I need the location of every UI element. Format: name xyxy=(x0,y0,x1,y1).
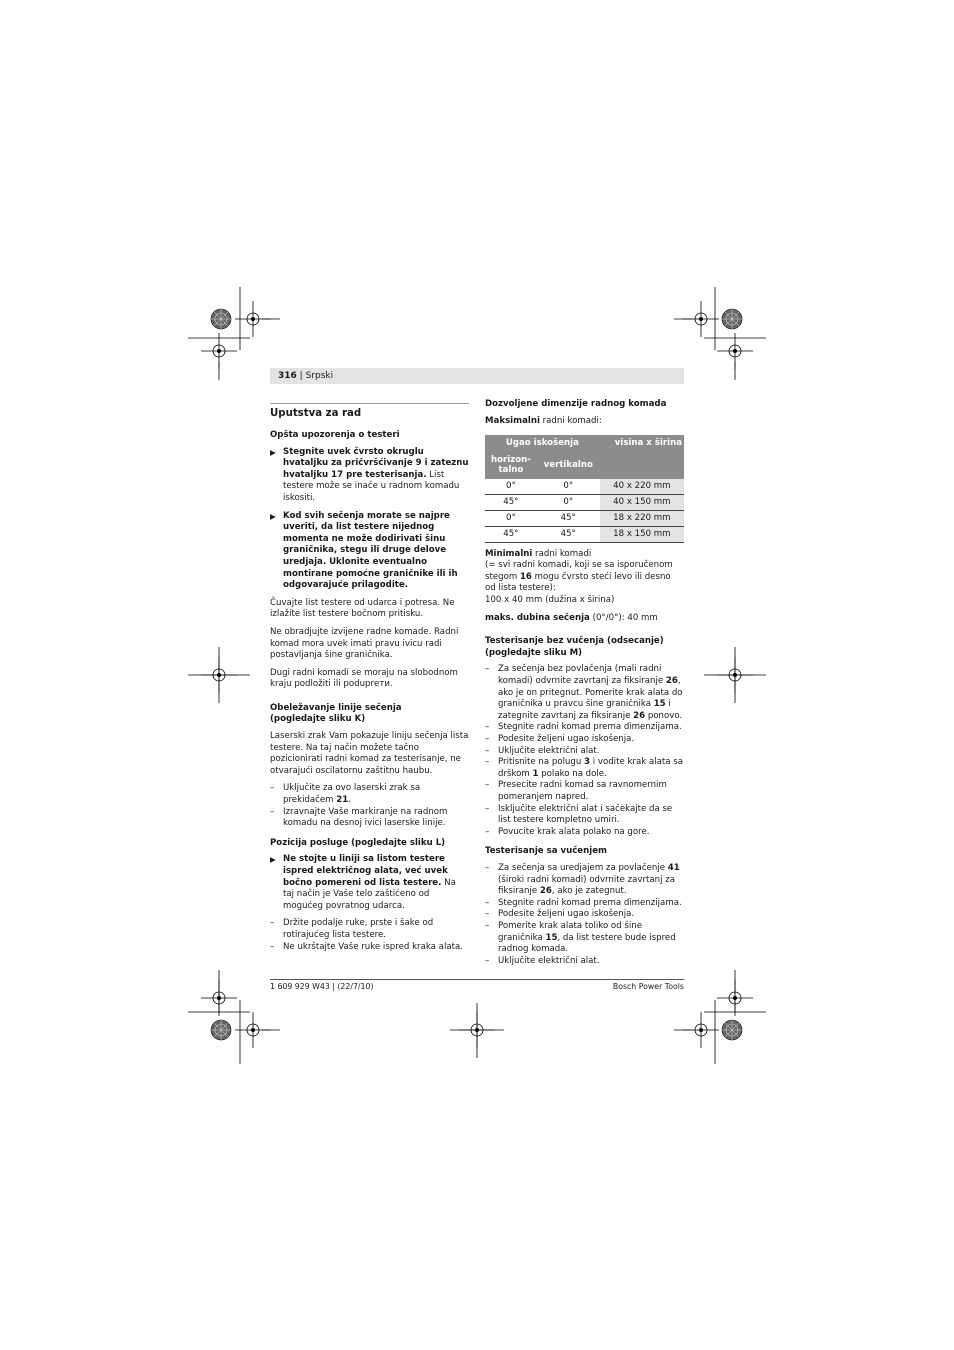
marking-list xyxy=(270,783,469,829)
list-item: – Ne ukrštajte Vaše ruke ispred kraka alata. xyxy=(270,941,463,952)
list-item: – Povucite krak alata polako na gore. xyxy=(485,826,650,837)
page-header: 316 | Srpski xyxy=(270,368,684,384)
table-header-vertical: vertikalno xyxy=(537,452,600,479)
marking-heading: Obeležavanje linije sečenja (pogledajte sliku K) xyxy=(270,702,402,725)
target-mark-bottom-right xyxy=(722,1020,742,1040)
paragraph: Laserski zrak Vam pokazuje liniju sečenja lista testere. Na taj način možete tačno pozicionirati radni komad za testerisanje, ne otvarajući oscilatornu zaštitnu haubu. xyxy=(270,731,469,776)
paragraph: Čuvajte list testere od udarca i potresa. Ne izlažite list testere bočnom pritisku. xyxy=(270,597,455,620)
pull-list xyxy=(485,863,684,967)
right-column: Dozvoljene dimenzije radnog komada Maksimalni radni komadi: Ugao iskošenja visina x širina horizon- talno vertikalno 0° 0° 40 x 220 mm 45° 0° 40 x 150 mm 0° 45° 18 x 220 mm 45° 45° 18 x 150 mm Minimalni radni komadi (= svi radni komadi, koji se sa isporučenom stegom 16 mogu čvrsto steći levo ili desno od lista testere): 100 x 40 mm (dužina x širina) maks. dubina sečenja (0°/0°): 40 mm Testerisanje bez vučenja (odsecanje) (pogledajte sliku M) – Za sečenja bez povlačenja (mali radni komadi) odvrnite zavrtanj za fiksiranje 26, ako je on pritegnut. Pomerite krak alata do graničnika u pravcu šine graničnika 15 i zategnite zavrtanj za fiksiranje 26 ponovo. – Stegnite radni komad prema dimenzijama. – Podesite željeni ugao iskošenja. – Uključite električni alat. – Pritisnite na polugu 3 i vodite krak alata sa drškom 1 polako na dole. – Presecite radni komad sa ravnomernim pomeranjem napred. – Isključite električni alat i sačekajte da se list testere kompletno umiri. – Povucite krak alata polako na gore. Testerisanje sa vučenjem – Za sečenja sa uredjajem za povlačenje 41 (široki radni komadi) odvrnite zavrtanj za fiksiranje 26, ako je zategnut. – Stegnite radni komad prema dimenzijama. – Podesite željeni ugao iskošenja. – Pomerite krak alata toliko od šine graničnika 15, da list testere bude ispred radnog komada. – Uključite električni alat. xyxy=(485,399,683,966)
position-list xyxy=(270,918,469,953)
warning-item: ▶ Kod svih sečenja morate se najpre uveriti, da list testere nijednog momenta ne može dodirivati šinu graničnika, stegu ili druge delove uredjaja. Uklonite eventualno montirane pomoćne graničnike ili ih odgovarajuće prilagodite. xyxy=(270,510,458,591)
table-row: 0° 0° 40 x 220 mm xyxy=(485,479,684,495)
section-title: Uputstva za rad xyxy=(270,403,469,420)
paragraph: Ne obradjujte izvijene radne komade. Radni komad mora uvek imati pravu ivicu radi postavljanja šine graničnika. xyxy=(270,626,459,661)
table-header-horizontal: horizon- talno xyxy=(485,452,537,479)
list-item: – Presecite radni komad sa ravnomernim pomeranjem napred. xyxy=(485,780,667,802)
position-heading: Pozicija posluge (pogledajte sliku L) xyxy=(270,837,446,848)
arrow-icon: ▶ xyxy=(270,447,276,457)
table-row: 0° 45° 18 x 220 mm xyxy=(485,510,684,526)
no-pull-list xyxy=(485,664,684,838)
target-mark-bottom-left xyxy=(211,1020,231,1040)
list-item: – Stegnite radni komad prema dimenzijama. xyxy=(485,897,682,908)
pull-heading: Testerisanje sa vučenjem xyxy=(485,846,607,857)
footer-doc-number: 1 609 929 W43 | (22/7/10) xyxy=(270,982,374,991)
target-mark-top-right xyxy=(722,309,742,329)
max-cut-depth: maks. dubina sečenja (0°/0°): 40 mm xyxy=(485,612,658,623)
list-item: – Uključite za ovo laserski zrak sa prekidačem 21. xyxy=(270,783,421,806)
list-item: – Stegnite radni komad prema dimenzijama. xyxy=(485,722,682,733)
page-number: 316 xyxy=(278,371,297,381)
list-item: – Pritisnite na polugu 3 i vodite krak alata sa drškom 1 polako na dole. xyxy=(485,757,683,779)
list-item: – Podesite željeni ugao iskošenja. xyxy=(485,909,635,920)
warning-item: ▶ Ne stojte u liniji sa listom testere ispred električnog alata, već uvek bočno pomereni od lista testere. Na taj način je Vaše telo zaštićeno od mogućeg povratnog udarca. xyxy=(270,854,456,911)
table-header-group: Ugao iskošenja xyxy=(485,435,600,452)
header-language: Srpski xyxy=(305,371,334,381)
left-column xyxy=(270,403,469,961)
footer-brand: Bosch Power Tools xyxy=(612,982,684,991)
footer-divider xyxy=(270,979,684,980)
list-item: – Podesite željeni ugao iskošenja. xyxy=(485,734,635,744)
table-header-size: visina x širina xyxy=(600,435,684,479)
arrow-icon: ▶ xyxy=(270,511,276,521)
list-item: – Izravnajte Vaše markiranje na radnom komadu na desnoj ivici laserske linije. xyxy=(270,806,448,829)
list-item: – Za sečenja bez povlačenja (mali radni komadi) odvrnite zavrtanj za fiksiranje 26, ako je on pritegnut. Pomerite krak alata do graničnika u pravcu šine graničnika 15 i zategnite zavrtanj za fiksiranje 26 ponovo. xyxy=(485,664,683,721)
list-item: – Pomerite krak alata toliko od šine graničnika 15, da list testere bude ispred radnog komada. xyxy=(485,920,676,955)
table-row: 45° 45° 18 x 150 mm xyxy=(485,526,684,542)
warnings-heading: Opšta upozorenja o testeri xyxy=(270,430,400,440)
paragraph: Dugi radni komadi se moraju na slobodnom kraju podložiti ili poduprети. xyxy=(270,667,458,690)
min-workpieces: Minimalni radni komadi xyxy=(485,548,592,559)
list-item: – Uključite električni alat. xyxy=(485,745,600,756)
list-item: – Za sečenja sa uredjajem za povlačenje 41 (široki radni komadi) odvrnite zavrtanj za fiksiranje 26, ako je zategnut. xyxy=(485,862,680,897)
no-pull-heading: Testerisanje bez vučenja (odsecanje) (pogledajte sliku M) xyxy=(485,636,664,658)
table-row: 45° 0° 40 x 150 mm xyxy=(485,494,684,510)
arrow-icon: ▶ xyxy=(270,855,276,865)
list-item: – Isključite električni alat i sačekajte da se list testere kompletno umiri. xyxy=(485,803,673,826)
dimensions-table xyxy=(485,435,684,543)
target-mark-top-left xyxy=(211,309,231,329)
warning-item: ▶ Stegnite uvek čvrsto okruglu hvataljku za pričvršćivanje 9 i zateznu hvataljku 17 pre testerisanja. List testere može se inače u radnom komadu iskositi. xyxy=(270,446,469,503)
dims-heading: Dozvoljene dimenzije radnog komada xyxy=(485,399,667,409)
list-item: – Uključite električni alat. xyxy=(485,955,600,966)
list-item: – Držite podalje ruke, prste i šake od rotirajućeg lista testere. xyxy=(270,918,434,940)
